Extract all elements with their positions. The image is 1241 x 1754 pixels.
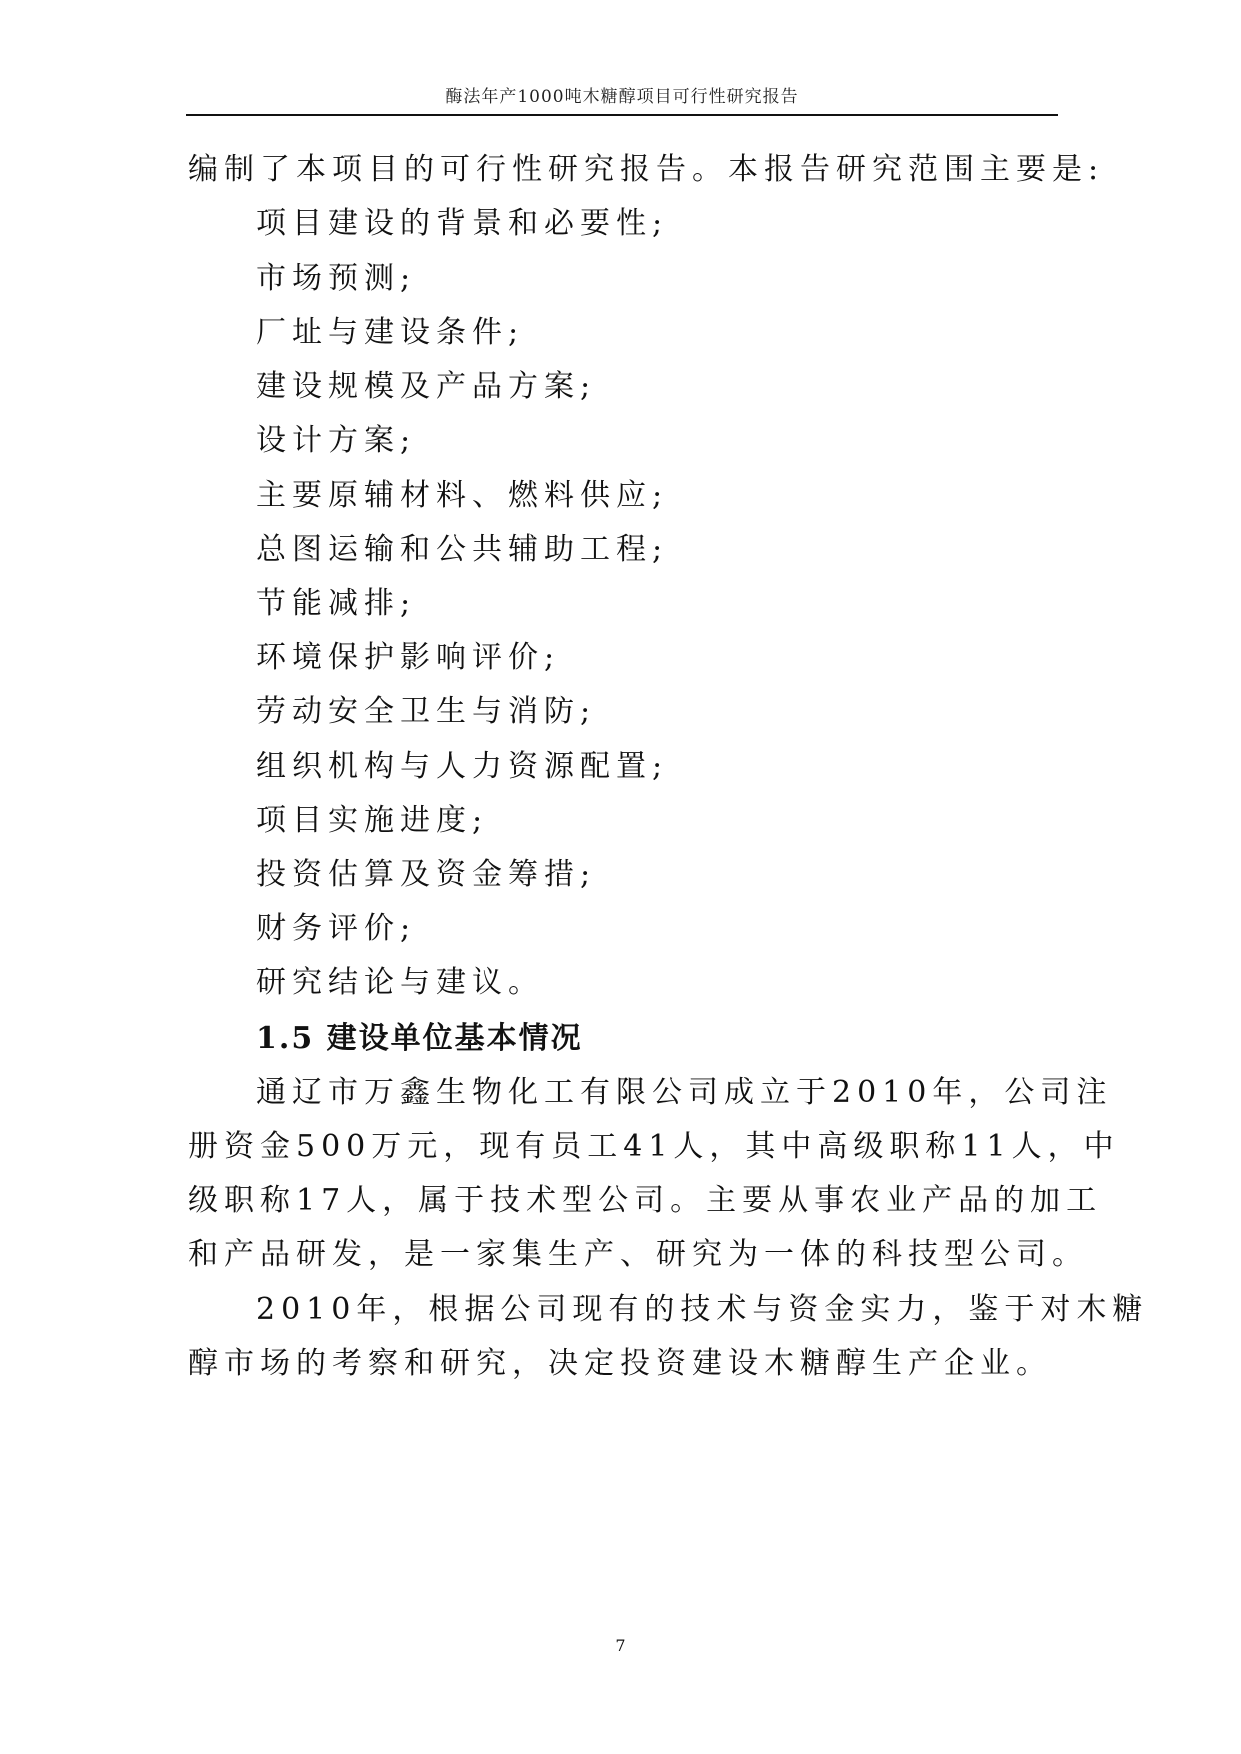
scope-item: 环境保护影响评价; (256, 640, 561, 675)
paragraph-line: 醇市场的考察和研究，决定投资建设木糖醇生产企业。 (188, 1346, 1052, 1381)
scope-item: 市场预测; (256, 261, 417, 296)
scope-item: 厂址与建设条件; (256, 315, 525, 350)
intro-line: 编制了本项目的可行性研究报告。本报告研究范围主要是: (188, 152, 1105, 187)
document-title: 酶法年产1000吨木糖醇项目可行性研究报告 (445, 87, 799, 107)
scope-item: 研究结论与建议。 (256, 965, 544, 1000)
scope-item: 财务评价; (256, 911, 417, 946)
section-heading: 1.5 建设单位基本情况 (256, 1021, 583, 1056)
scope-item: 建设规模及产品方案; (256, 369, 597, 404)
scope-item: 设计方案; (256, 423, 417, 458)
scope-item: 节能减排; (256, 586, 417, 621)
scope-item: 劳动安全卫生与消防; (256, 694, 597, 729)
scope-item: 投资估算及资金筹措; (256, 857, 597, 892)
paragraph-line: 通辽市万鑫生物化工有限公司成立于2010年，公司注 (256, 1075, 1113, 1110)
paragraph-line: 册资金500万元，现有员工41人，其中高级职称11人，中 (188, 1129, 1120, 1164)
paragraph-line: 2010年，根据公司现有的技术与资金实力，鉴于对木糖 (256, 1292, 1149, 1327)
paragraph-line: 级职称17人，属于技术型公司。主要从事农业产品的加工 (188, 1183, 1103, 1218)
scope-item: 项目建设的背景和必要性; (256, 206, 669, 241)
scope-item: 总图运输和公共辅助工程; (256, 532, 669, 567)
header-divider (186, 114, 1058, 116)
scope-item: 组织机构与人力资源配置; (256, 749, 669, 784)
scope-item: 项目实施进度; (256, 803, 489, 838)
paragraph-line: 和产品研发，是一家集生产、研究为一体的科技型公司。 (188, 1237, 1088, 1272)
scope-item: 主要原辅材料、燃料供应; (256, 478, 669, 513)
page-number: 7 (615, 1636, 626, 1655)
